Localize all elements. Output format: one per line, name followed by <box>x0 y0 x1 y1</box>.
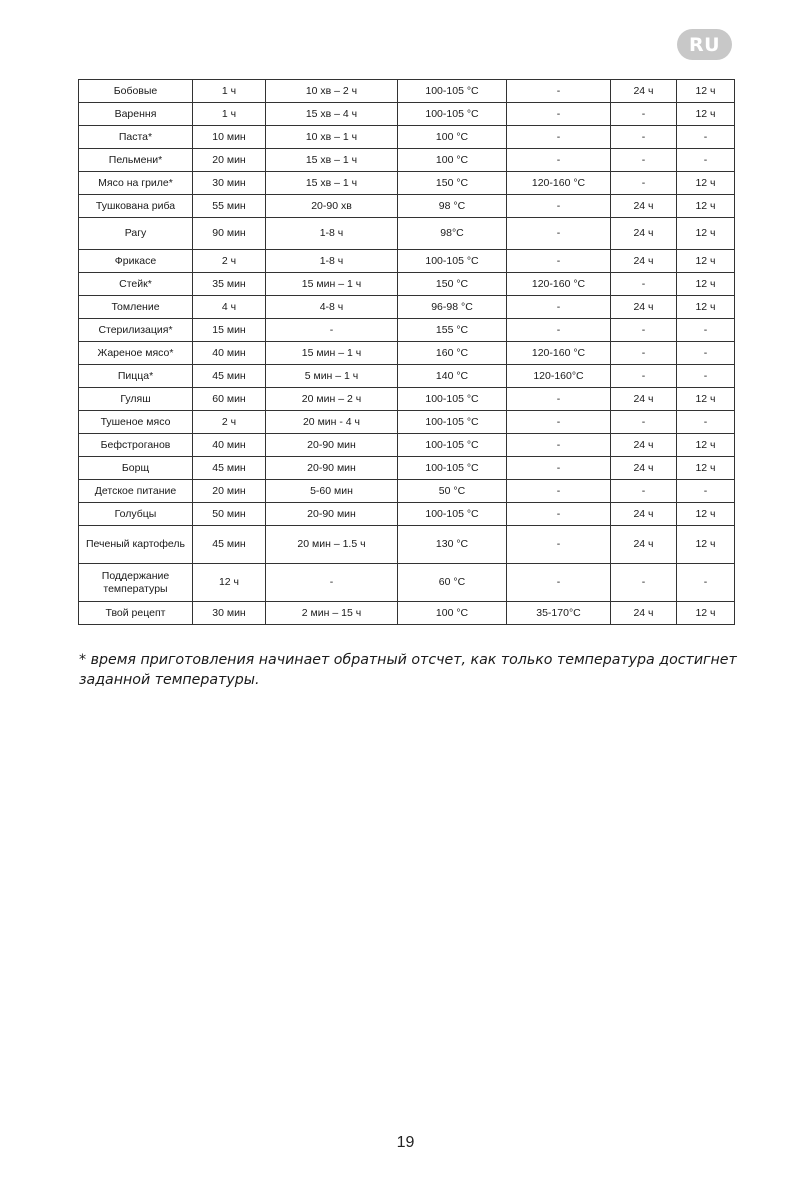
table-cell: 10 хв – 2 ч <box>266 80 398 103</box>
table-cell: 45 мин <box>193 365 266 388</box>
table-cell: - <box>507 503 611 526</box>
table-cell: - <box>677 480 735 503</box>
table-cell: 24 ч <box>611 195 677 218</box>
program-name-cell: Детское питание <box>79 480 193 503</box>
table-cell: 20 мин – 2 ч <box>266 388 398 411</box>
table-cell: - <box>611 319 677 342</box>
table-row <box>79 296 735 319</box>
table-cell: 10 мин <box>193 126 266 149</box>
table-row <box>79 250 735 273</box>
table-cell: 5 мин – 1 ч <box>266 365 398 388</box>
table-row <box>79 80 735 103</box>
table-cell: 45 мин <box>193 526 266 564</box>
program-name-cell: Мясо на гриле* <box>79 172 193 195</box>
table-cell: 20-90 хв <box>266 195 398 218</box>
table-cell: 155 °C <box>398 319 507 342</box>
program-name-cell: Голубцы <box>79 503 193 526</box>
table-cell: 55 мин <box>193 195 266 218</box>
table-cell: 100 °C <box>398 126 507 149</box>
table-row <box>79 342 735 365</box>
table-cell: - <box>611 126 677 149</box>
table-row <box>79 195 735 218</box>
table-cell: 98 °C <box>398 195 507 218</box>
table-cell: 20-90 мин <box>266 503 398 526</box>
table-cell: - <box>507 218 611 250</box>
table-cell: - <box>611 564 677 602</box>
table-cell: 15 хв – 1 ч <box>266 149 398 172</box>
table-cell: - <box>677 126 735 149</box>
table-cell: - <box>611 172 677 195</box>
table-cell: 12 ч <box>677 218 735 250</box>
table-cell: 100-105 °C <box>398 80 507 103</box>
footnote: * время приготовления начинает обратный отсчет, как только температура достигнет заданной температуры. <box>79 652 737 688</box>
table-cell: 24 ч <box>611 457 677 480</box>
table-cell: - <box>507 296 611 319</box>
table-cell: 12 ч <box>677 273 735 296</box>
table-cell: 50 мин <box>193 503 266 526</box>
program-name-cell: Борщ <box>79 457 193 480</box>
table-cell: 100-105 °C <box>398 434 507 457</box>
program-name-cell: Варення <box>79 103 193 126</box>
table-cell: 12 ч <box>677 250 735 273</box>
table-row <box>79 126 735 149</box>
program-name-cell: Твой рецепт <box>79 602 193 625</box>
table-row <box>79 365 735 388</box>
table-cell: 15 мин <box>193 319 266 342</box>
cooking-programs-table <box>78 79 735 625</box>
table-row <box>79 218 735 250</box>
table-cell: 20 мин - 4 ч <box>266 411 398 434</box>
table-cell: 24 ч <box>611 434 677 457</box>
table-cell: 30 мин <box>193 602 266 625</box>
table-cell: 60 °C <box>398 564 507 602</box>
table-cell: - <box>677 319 735 342</box>
table-cell: 12 ч <box>677 195 735 218</box>
table-cell: - <box>507 480 611 503</box>
table-cell: 1 ч <box>193 103 266 126</box>
table-cell: 100-105 °C <box>398 250 507 273</box>
table-cell: 15 хв – 4 ч <box>266 103 398 126</box>
table-cell: 4-8 ч <box>266 296 398 319</box>
table-row <box>79 319 735 342</box>
table-cell: - <box>611 365 677 388</box>
program-name-cell: Пельмени* <box>79 149 193 172</box>
table-cell: - <box>677 365 735 388</box>
table-cell: 24 ч <box>611 388 677 411</box>
table-cell: - <box>507 250 611 273</box>
table-cell: 1-8 ч <box>266 250 398 273</box>
table-cell: 1 ч <box>193 80 266 103</box>
language-badge: RU <box>677 29 732 60</box>
table-cell: 120-160°C <box>507 365 611 388</box>
table-cell: 12 ч <box>677 457 735 480</box>
table-cell: 1-8 ч <box>266 218 398 250</box>
program-name-cell: Стерилизация* <box>79 319 193 342</box>
table-cell: 35-170°C <box>507 602 611 625</box>
table-row <box>79 526 735 564</box>
table-cell: 12 ч <box>677 80 735 103</box>
table-cell: 24 ч <box>611 296 677 319</box>
table-cell: 40 мин <box>193 342 266 365</box>
table-cell: - <box>677 149 735 172</box>
table-cell: 10 хв – 1 ч <box>266 126 398 149</box>
table-cell: 2 ч <box>193 411 266 434</box>
table-cell: 150 °C <box>398 273 507 296</box>
table-cell: - <box>611 342 677 365</box>
table-cell: - <box>611 103 677 126</box>
table-cell: 100-105 °C <box>398 457 507 480</box>
page-number: 19 <box>396 1134 415 1151</box>
program-name-cell: Жареное мясо* <box>79 342 193 365</box>
table-cell: 160 °C <box>398 342 507 365</box>
program-name-cell: Печеный картофель <box>79 526 193 564</box>
table-cell: 90 мин <box>193 218 266 250</box>
table-cell: 40 мин <box>193 434 266 457</box>
table-cell: 20-90 мин <box>266 457 398 480</box>
table-row <box>79 388 735 411</box>
table-cell: 24 ч <box>611 250 677 273</box>
table-cell: - <box>677 411 735 434</box>
table-cell: - <box>507 411 611 434</box>
table-cell: 120-160 °C <box>507 273 611 296</box>
program-name-cell: Тушеное мясо <box>79 411 193 434</box>
table-cell: 100 °C <box>398 602 507 625</box>
table-row <box>79 411 735 434</box>
table-cell: - <box>611 273 677 296</box>
table-row <box>79 273 735 296</box>
table-cell: 12 ч <box>677 503 735 526</box>
table-cell: - <box>507 149 611 172</box>
table-cell: - <box>611 411 677 434</box>
table-body <box>79 80 735 625</box>
table-cell: 24 ч <box>611 602 677 625</box>
table-cell: 100-105 °C <box>398 503 507 526</box>
table-cell: 24 ч <box>611 80 677 103</box>
program-name-cell: Фрикасе <box>79 250 193 273</box>
table-cell: 24 ч <box>611 218 677 250</box>
table-cell: - <box>507 103 611 126</box>
table-cell: 20 мин <box>193 480 266 503</box>
table-cell: - <box>507 388 611 411</box>
table-cell: 130 °C <box>398 526 507 564</box>
table-cell: 96-98 °C <box>398 296 507 319</box>
table-cell: 2 мин – 15 ч <box>266 602 398 625</box>
table-cell: 60 мин <box>193 388 266 411</box>
program-name-cell: Поддержание температуры <box>79 564 193 602</box>
table-cell: 12 ч <box>677 296 735 319</box>
table-cell: - <box>507 434 611 457</box>
table-cell: - <box>507 126 611 149</box>
table-row <box>79 480 735 503</box>
program-name-cell: Тушкована риба <box>79 195 193 218</box>
table-cell: - <box>507 195 611 218</box>
table-row <box>79 503 735 526</box>
table-cell: 35 мин <box>193 273 266 296</box>
program-name-cell: Томление <box>79 296 193 319</box>
program-name-cell: Рагу <box>79 218 193 250</box>
table-cell: - <box>611 480 677 503</box>
table-cell: - <box>507 564 611 602</box>
table-cell: 150 °C <box>398 172 507 195</box>
table-cell: - <box>507 457 611 480</box>
program-name-cell: Гуляш <box>79 388 193 411</box>
table-cell: 12 ч <box>677 602 735 625</box>
program-name-cell: Паста* <box>79 126 193 149</box>
table-row <box>79 103 735 126</box>
table-row <box>79 564 735 602</box>
table-row <box>79 602 735 625</box>
table-cell: - <box>677 342 735 365</box>
table-cell: - <box>507 319 611 342</box>
table-cell: 20 мин <box>193 149 266 172</box>
table-cell: 4 ч <box>193 296 266 319</box>
table-cell: 5-60 мин <box>266 480 398 503</box>
table-row <box>79 172 735 195</box>
table-cell: 30 мин <box>193 172 266 195</box>
table-cell: 120-160 °C <box>507 172 611 195</box>
table-cell: - <box>266 564 398 602</box>
table-cell: 100-105 °C <box>398 388 507 411</box>
table-cell: 24 ч <box>611 503 677 526</box>
table-cell: 15 хв – 1 ч <box>266 172 398 195</box>
table-cell: 100 °C <box>398 149 507 172</box>
table-cell: 15 мин – 1 ч <box>266 342 398 365</box>
table-cell: 12 ч <box>677 526 735 564</box>
table-cell: 100-105 °C <box>398 411 507 434</box>
table-cell: 2 ч <box>193 250 266 273</box>
table-cell: 12 ч <box>193 564 266 602</box>
table-cell: 24 ч <box>611 526 677 564</box>
table-cell: - <box>266 319 398 342</box>
table-row <box>79 457 735 480</box>
table-row <box>79 149 735 172</box>
table-cell: 45 мин <box>193 457 266 480</box>
program-name-cell: Пицца* <box>79 365 193 388</box>
table-cell: 12 ч <box>677 103 735 126</box>
table-cell: 12 ч <box>677 388 735 411</box>
program-name-cell: Бобовые <box>79 80 193 103</box>
table-cell: - <box>507 526 611 564</box>
table-cell: 12 ч <box>677 172 735 195</box>
table-cell: 12 ч <box>677 434 735 457</box>
table-cell: 20-90 мин <box>266 434 398 457</box>
program-name-cell: Стейк* <box>79 273 193 296</box>
table-cell: 15 мин – 1 ч <box>266 273 398 296</box>
table-row <box>79 434 735 457</box>
table-cell: - <box>507 80 611 103</box>
table-cell: 100-105 °C <box>398 103 507 126</box>
table-cell: 120-160 °C <box>507 342 611 365</box>
table-cell: 50 °C <box>398 480 507 503</box>
table-cell: - <box>611 149 677 172</box>
table-cell: - <box>677 564 735 602</box>
table-cell: 98°C <box>398 218 507 250</box>
table-cell: 140 °C <box>398 365 507 388</box>
program-name-cell: Бефстроганов <box>79 434 193 457</box>
table-cell: 20 мин – 1.5 ч <box>266 526 398 564</box>
